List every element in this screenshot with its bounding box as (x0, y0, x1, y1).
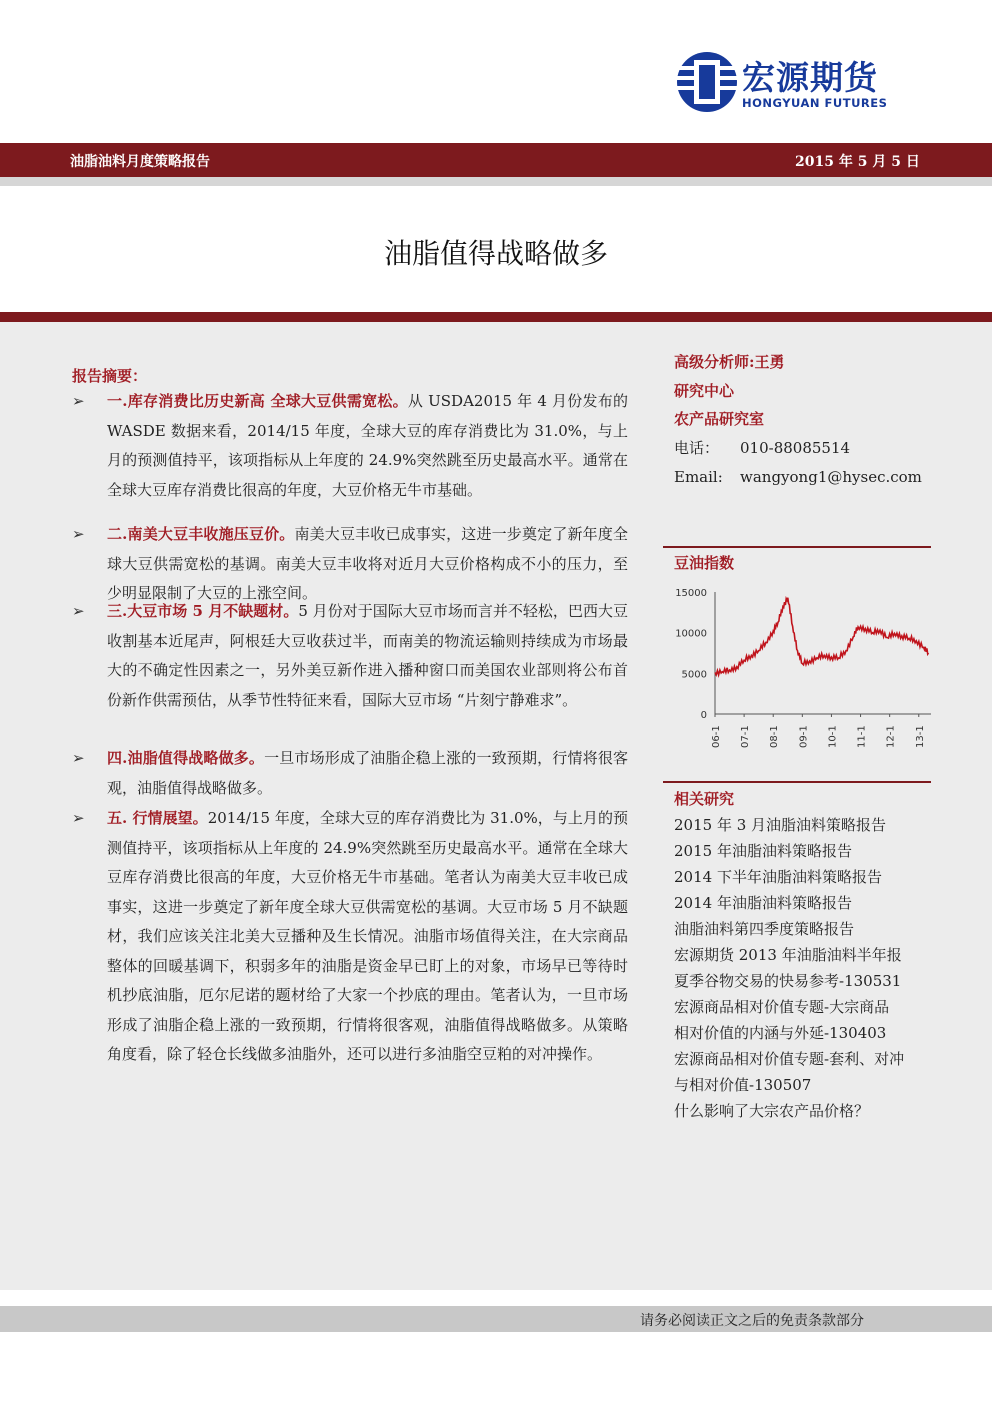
x-tick-label: 09-1 (798, 725, 810, 748)
title-divider (0, 312, 992, 322)
related-report-item[interactable]: 夏季谷物交易的快易参考-130531 (674, 972, 902, 990)
report-type: 油脂油料月度策略报告 (70, 154, 210, 170)
summary-item-text: 南美大豆丰收已成事实，这进一步奠定了新年度全球大豆供需宽松的基调。南美大豆丰收将对近月大豆价格构成不小的压力，至少明显限制了大豆的上涨空间。 (107, 525, 628, 602)
bullet-arrow-icon: ➢ (72, 809, 85, 827)
summary-item (72, 804, 628, 1134)
related-report-item[interactable]: 宏源期货 2013 年油脂油料半年报 (674, 946, 902, 964)
bullet-arrow-icon: ➢ (72, 392, 85, 410)
summary-item-text: 从 USDA2015 年 4 月份发布的 WASDE 数据来看，2014/15 年度，全球大豆的库存消费比为 31.0%，与上月的预测值持平，该项指标从上年度的 24.9%突然跳至历史最高水平。通常在全球大豆库存消费比很高的年度，大豆价格无牛市基础。 (107, 392, 628, 499)
chart-heading: 豆油指数 (674, 554, 735, 572)
y-tick-label: 0 (700, 710, 707, 721)
email-address: wangyong1@hysec.com (740, 468, 922, 486)
summary-item-heading: 二.南美大豆丰收施压豆价。 (107, 525, 295, 543)
summary-label: 报告摘要： (72, 367, 148, 385)
related-section-line (663, 781, 931, 783)
summary-item-text: 一旦市场形成了油脂企稳上涨的一致预期，行情将很客观，油脂值得战略做多。 (107, 749, 628, 797)
summary-item (72, 597, 628, 747)
summary-item-heading: 三.大豆市场 5 月不缺题材。 (107, 602, 299, 620)
x-tick-label: 12-1 (885, 725, 897, 748)
related-report-item[interactable]: 相对价值的内涵与外延-130403 (674, 1024, 887, 1042)
disclaimer-notice: 请务必阅读正文之后的免责条款部分 (640, 1313, 864, 1329)
related-report-item[interactable]: 2015 年 3 月油脂油料策略报告 (674, 816, 887, 834)
related-report-item[interactable]: 与相对价值-130507 (674, 1076, 812, 1094)
summary-item (72, 520, 628, 602)
x-tick-label: 06-1 (711, 725, 722, 748)
summary-item (72, 744, 628, 806)
analyst-sub-dept: 农产品研究室 (674, 410, 765, 428)
phone-number: 010-88085514 (740, 439, 851, 457)
related-report-item[interactable]: 宏源商品相对价值专题-套利、对冲 (674, 1050, 905, 1068)
bullet-arrow-icon: ➢ (72, 749, 85, 767)
analyst-name: 高级分析师:王勇 (674, 353, 785, 371)
bullet-arrow-icon: ➢ (72, 525, 85, 543)
phone-label: 电话： (674, 439, 720, 457)
chart-section-line (663, 546, 931, 548)
email-label: Email: (674, 468, 723, 486)
related-report-item[interactable]: 2014 年油脂油料策略报告 (674, 894, 852, 912)
related-report-item[interactable]: 2014 下半年油脂油料策略报告 (674, 868, 882, 886)
x-tick-label: 13-1 (914, 725, 926, 748)
y-tick-label: 5000 (681, 669, 707, 681)
related-report-item[interactable]: 什么影响了大宗农产品价格？ (674, 1102, 870, 1120)
analyst-dept: 研究中心 (674, 382, 735, 400)
x-tick-label: 11-1 (856, 725, 868, 748)
soybean-oil-index-chart (663, 578, 933, 756)
report-date: 2015 年 5 月 5 日 (795, 154, 920, 170)
x-tick-label: 08-1 (769, 725, 781, 748)
related-report-item[interactable]: 宏源商品相对价值专题-大宗商品 (674, 998, 890, 1016)
x-tick-label: 10-1 (827, 725, 839, 748)
summary-item-heading: 五. 行情展望。 (107, 809, 208, 827)
x-tick-label: 07-1 (740, 725, 752, 748)
y-tick-label: 15000 (675, 588, 707, 599)
related-report-item[interactable]: 2015 年油脂油料策略报告 (674, 842, 852, 860)
summary-item-text: 2014/15 年度，全球大豆的库存消费比为 31.0%，与上月的预测值持平，该项指标从上年度的 24.9%突然跳至历史最高水平。通常在全球大豆库存消费比很高的年度，大豆价格无牛市基础。笔者认为南美大豆丰收已成事实，这进一步奠定了新年度全球大豆供需宽松的基调。大豆市场 5 月不缺题材，我们应该关注北美大豆播种及生长情况。油脂市场值得关注，在大宗商品整体的回暖基调下，积弱多年的油脂是资金早已盯上的对象，市场早已等待时机抄底油脂，厄尔尼诺的题材给了大家一个抄底的理由。笔者认为，一旦市场形成了油脂企稳上涨的一致预期，行情将很客观，油脂值得战略做多。从策略角度看，除了轻仓长线做多油脂外，还可以进行多油脂空豆粕的对冲操作。 (107, 809, 628, 1063)
summary-item-heading: 四.油脂值得战略做多。 (107, 749, 265, 767)
summary-item-heading: 一.库存消费比历史新高 全球大豆供需宽松。 (107, 392, 408, 410)
page-title: 油脂值得战略做多 (383, 237, 608, 270)
y-tick-label: 10000 (675, 628, 707, 640)
bullet-arrow-icon: ➢ (72, 602, 85, 620)
series-line-soybean-oil (715, 598, 929, 675)
summary-item (72, 387, 628, 517)
brand-name-en: HONGYUAN FUTURES (742, 96, 888, 110)
brand-name: 宏源期货 (742, 58, 878, 97)
related-heading: 相关研究 (674, 790, 735, 808)
related-report-item[interactable]: 油脂油料第四季度策略报告 (674, 920, 855, 938)
header-divider (0, 177, 992, 186)
summary-item-text: 5 月份对于国际大豆市场而言并不轻松，巴西大豆收割基本近尾声，阿根廷大豆收获过半，而南美的物流运输则持续成为市场最大的不确定性因素之一，另外美豆新作进入播种窗口而美国农业部则将公布首份新作供需预估，从季节性特征来看，国际大豆市场 “片刻宁静难求”。 (107, 602, 628, 709)
